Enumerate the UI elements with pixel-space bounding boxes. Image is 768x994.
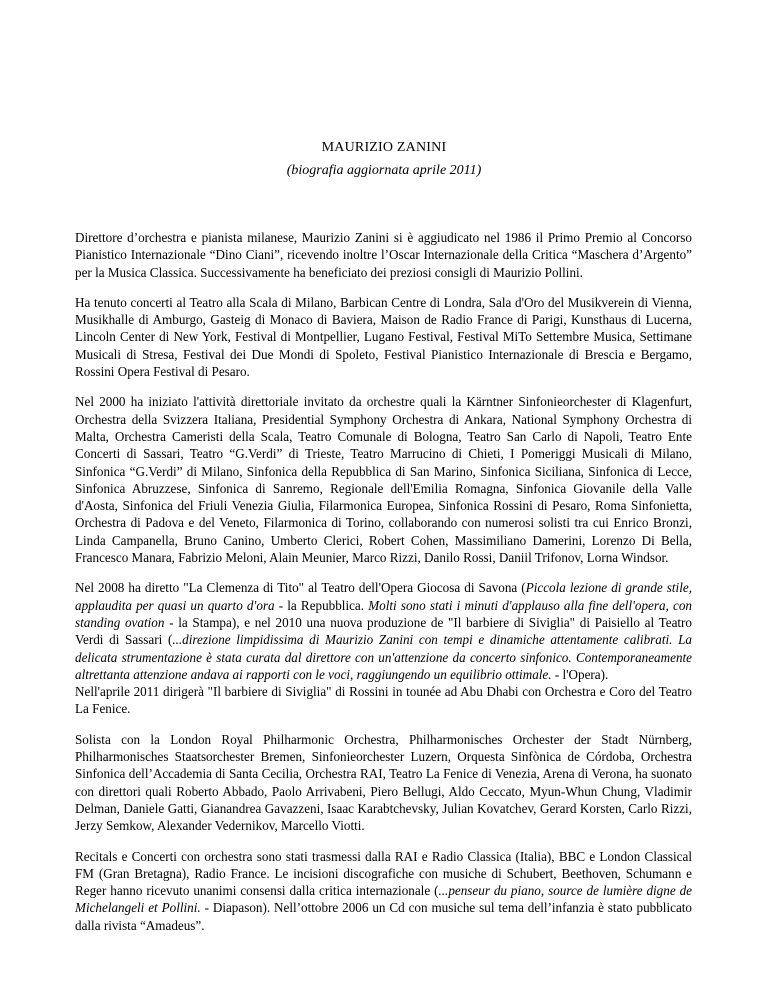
recordings-quote-diapason: ...penseur du piano, source de lumière digne de Michelangeli et Pollini. [75, 883, 692, 916]
paragraph-abu-dhabi: Nell'aprile 2011 dirigerà "Il barbiere di Siviglia" di Rossini in tounée ad Abu Dhabi con Orchestra e Coro del Teatro La Fenice. [75, 684, 692, 717]
page-subtitle: (biografia aggiornata aprile 2011) [286, 163, 482, 178]
opera-text-3: - la Stampa), e nel 2010 una nuova produzione de "Il barbiere di Siviglia" di Paisiello al Teatro Verdi di Sassari ( [75, 614, 693, 648]
opera-quote-opera: ...direzione limpidissima di Maurizio Zanini con tempi e dinamiche attentamente calibrati. La delicata strumentazione è stata curata dal direttore con un'attenzione da concerto sinfonico. Contemporaneamente altrettanta attenzione andava ai rapporti con le voci, raggiungendo un equilibrio ottimale. [75, 632, 692, 682]
paragraph-awards: Direttore d’orchestra e pianista milanese, Maurizio Zanini si è aggiudicato nel 1986 il Primo Premio al Concorso Pianistico Internazionale “Dino Ciani”, ricevendo inoltre l’Oscar Internazionale della Critica “Maschera d’Argento” per la Musica Classica. Successivamente ha beneficiato dei preziosi consigli di Maurizio Pollini. [75, 230, 692, 280]
recordings-text-1: Recitals e Concerti con orchestra sono stati trasmessi dalla RAI e Radio Classica (Italia), BBC e London Classical FM (Gran Bretagna), Radio France. Le incisioni discografiche con musiche di Schubert, Beethoven, Schumann e Reger hanno ricevuto unanimi consensi dalla critica internazionale ( [75, 848, 692, 899]
recordings-text-2: - Diapason). Nell’ottobre 2006 un Cd con musiche sul tema dell’infanzia è stato pubblicato dalla rivista “Amadeus”. [75, 900, 692, 933]
page-title: MAURIZIO ZANINI [321, 140, 447, 155]
opera-quote-stampa: Molti sono stati i minuti d'applauso alla fine dell'opera, con standing ovation [75, 597, 692, 630]
opera-text-2: - la Repubblica. [274, 597, 369, 613]
paragraph-recordings [75, 848, 692, 934]
paragraph-soloist: Solista con la London Royal Philharmonic Orchestra, Philharmonisches Orchester der Stadt Nürnberg, Philharmonisches Staatsorchester Bremen, Sinfonieorchester Luzern, Orquesta Sinfònica de Córdoba, Orchestra Sinfonica dell’Accademia di Santa Cecilia, Orchestra RAI, Teatro La Fenice di Venezia, Arena di Verona, ha suonato con direttori quali Roberto Abbado, Paolo Arrivabeni, Piero Bellugi, Aldo Ceccato, Myun-Whun Chung, Vladimir Delman, Daniele Gatti, Gianandrea Gavazzeni, Isaac Karabtchevsky, Julian Kovatchev, Gerard Korsten, Carlo Rizzi, Jerzy Semkow, Alexander Vedernikov, Marcello Viotti. [75, 731, 692, 834]
biography-body [75, 229, 692, 947]
paragraph-concerts: Ha tenuto concerti al Teatro alla Scala di Milano, Barbican Centre di Londra, Sala d'Oro del Musikverein di Vienna, Musikhalle di Amburgo, Gasteig di Monaco di Baviera, Maison de Radio France di Parigi, Kunsthaus di Lucerna, Lincoln Center di New York, Festival di Montpellier, Lugano Festival, Festival MiTo Settembre Musica, Settimane Musicali di Stresa, Festival dei Due Mondi di Spoleto, Festival Pianistico Internazionale di Brescia e Bergamo, Rossini Opera Festival di Pesaro. [75, 294, 692, 380]
opera-text-4: - l'Opera). [551, 666, 609, 682]
opera-quote-repubblica: Piccola lezione di grande stile, applaudita per quasi un quarto d'ora [75, 580, 692, 613]
paragraph-conducting: Nel 2000 ha iniziato l'attività direttoriale invitato da orchestre quali la Kärntner Sinfonieorchester di Klagenfurt, Orchestra della Svizzera Italiana, Presidential Symphony Orchestra di Ankara, National Symphony Orchestra di Malta, Orchestra Cameristi della Scala, Teatro Comunale di Bologna, Teatro San Carlo di Napoli, Teatro Ente Concerti di Sassari, Teatro “G.Verdi” di Trieste, Teatro Marrucino di Chieti, I Pomeriggi Musicali di Milano, Sinfonica “G.Verdi” di Milano, Sinfonica della Repubblica di San Marino, Sinfonica Siciliana, Sinfonica di Lecce, Sinfonica Abruzzese, Sinfonica di Sanremo, Regionale dell'Emilia Romagna, Sinfonica Giovanile della Valle d'Aosta, Sinfonica del Friuli Venezia Giulia, Filarmonica Europea, Sinfonica Rossini di Pesaro, Roma Sinfonietta, Orchestra di Padova e del Veneto, Filarmonica di Torino, collaborando con numerosi solisti tra cui Enrico Bronzi, Linda Campanella, Bruno Canino, Umberto Clerici, Robert Cohen, Massimiliano Damerini, Lorenzo Di Bella, Francesco Manara, Fabrizio Meloni, Alain Meunier, Marco Rizzi, Danilo Rossi, Daniil Trifonov, Lorna Windsor. [75, 394, 692, 566]
paragraph-opera [75, 579, 692, 683]
opera-text-1: Nel 2008 ha diretto "La Clemenza di Tito" al Teatro dell'Opera Giocosa di Savona ( [75, 580, 526, 596]
